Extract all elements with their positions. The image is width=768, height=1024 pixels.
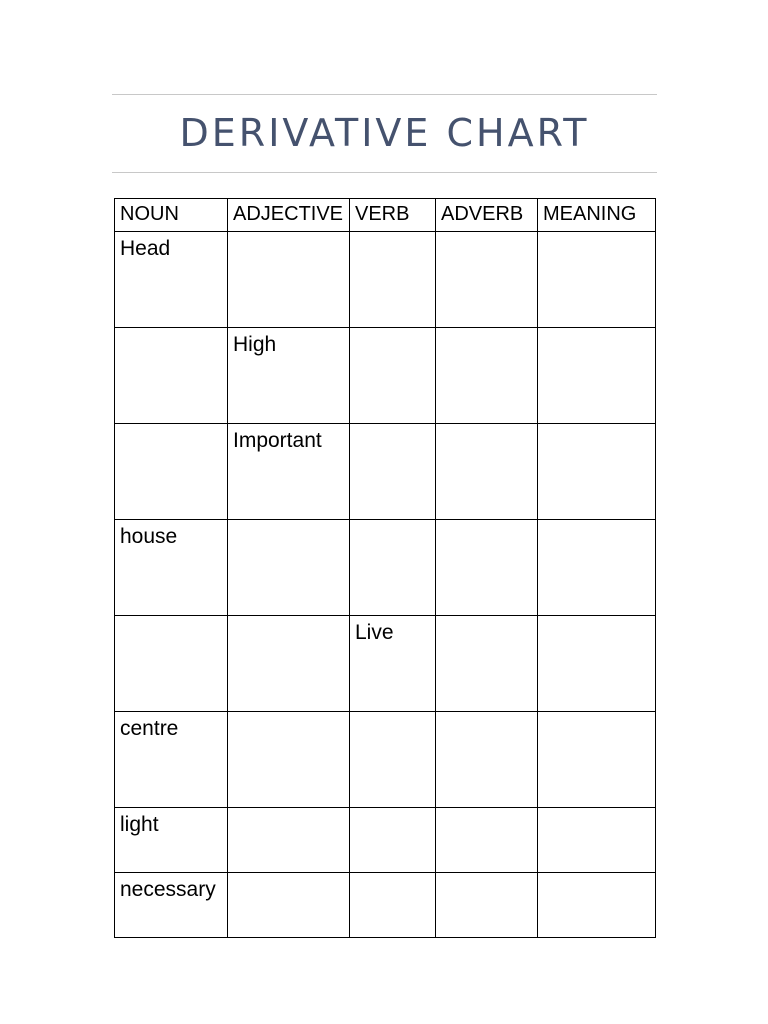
meaning-cell[interactable] — [538, 424, 656, 520]
verb-cell[interactable] — [350, 873, 436, 938]
adverb-cell[interactable] — [436, 616, 538, 712]
meaning-cell[interactable] — [538, 232, 656, 328]
adjective-cell[interactable]: Important — [228, 424, 350, 520]
verb-cell[interactable] — [350, 328, 436, 424]
adverb-cell[interactable] — [436, 232, 538, 328]
table-row — [115, 424, 656, 520]
header-meaning: MEANING — [538, 199, 656, 232]
noun-cell[interactable] — [115, 424, 228, 520]
meaning-cell[interactable] — [538, 520, 656, 616]
verb-cell[interactable] — [350, 232, 436, 328]
adjective-cell[interactable] — [228, 808, 350, 873]
adverb-cell[interactable] — [436, 808, 538, 873]
verb-cell[interactable] — [350, 520, 436, 616]
table-row — [115, 873, 656, 938]
table-row — [115, 712, 656, 808]
table-row — [115, 520, 656, 616]
verb-cell[interactable]: Live — [350, 616, 436, 712]
noun-cell[interactable] — [115, 616, 228, 712]
noun-cell[interactable]: centre — [115, 712, 228, 808]
adjective-cell[interactable] — [228, 232, 350, 328]
header-adverb: ADVERB — [436, 199, 538, 232]
header-adjective: ADJECTIVE — [228, 199, 350, 232]
adjective-cell[interactable] — [228, 616, 350, 712]
table-row — [115, 328, 656, 424]
adjective-cell[interactable]: High — [228, 328, 350, 424]
adverb-cell[interactable] — [436, 424, 538, 520]
meaning-cell[interactable] — [538, 712, 656, 808]
noun-cell[interactable]: necessary — [115, 873, 228, 938]
verb-cell[interactable] — [350, 424, 436, 520]
meaning-cell[interactable] — [538, 873, 656, 938]
table-row — [115, 232, 656, 328]
adverb-cell[interactable] — [436, 328, 538, 424]
meaning-cell[interactable] — [538, 808, 656, 873]
table-header-row — [115, 199, 656, 232]
header-verb: VERB — [350, 199, 436, 232]
noun-cell[interactable]: Head — [115, 232, 228, 328]
title-bottom-divider — [112, 172, 657, 173]
meaning-cell[interactable] — [538, 616, 656, 712]
derivative-table — [114, 198, 656, 938]
title-top-divider — [112, 94, 657, 95]
noun-cell[interactable] — [115, 328, 228, 424]
adjective-cell[interactable] — [228, 873, 350, 938]
table-row — [115, 808, 656, 873]
verb-cell[interactable] — [350, 712, 436, 808]
adverb-cell[interactable] — [436, 520, 538, 616]
verb-cell[interactable] — [350, 808, 436, 873]
adjective-cell[interactable] — [228, 520, 350, 616]
header-noun: NOUN — [115, 199, 228, 232]
noun-cell[interactable]: light — [115, 808, 228, 873]
meaning-cell[interactable] — [538, 328, 656, 424]
table-row — [115, 616, 656, 712]
noun-cell[interactable]: house — [115, 520, 228, 616]
document-title: DERIVATIVE CHART — [179, 111, 590, 155]
adverb-cell[interactable] — [436, 873, 538, 938]
adjective-cell[interactable] — [228, 712, 350, 808]
adverb-cell[interactable] — [436, 712, 538, 808]
